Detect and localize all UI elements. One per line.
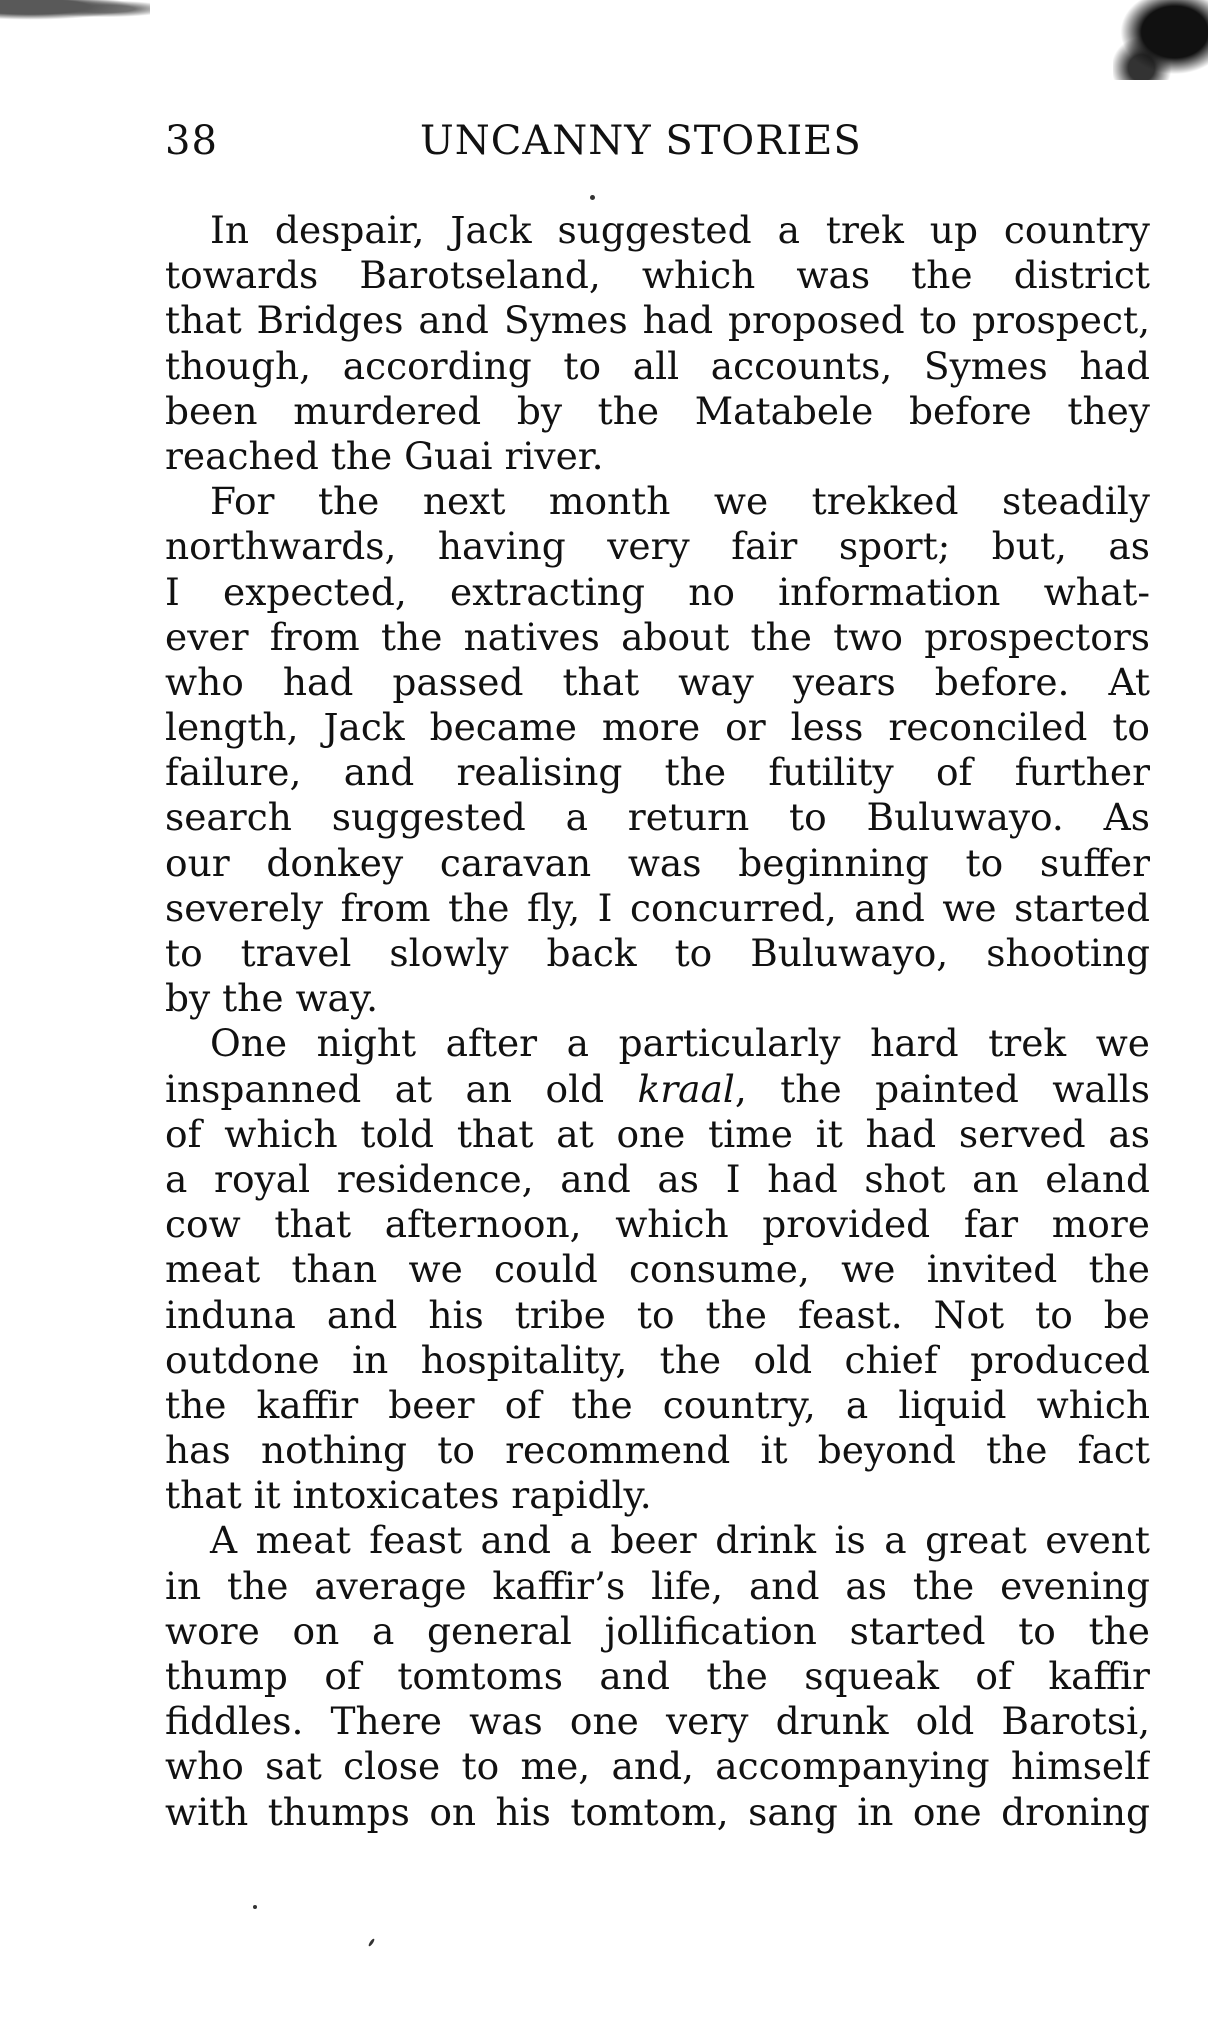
text-line: cow that afternoon, which provided far more [165, 1202, 1150, 1247]
text-line: inspanned at an old kraal, the painted walls [165, 1066, 1150, 1111]
text-line: failure, and realising the futility of further [165, 750, 1150, 795]
text-line: has nothing to recommend it beyond the fact [165, 1428, 1150, 1473]
text-line: in the average kaffir’s life, and as the evening [165, 1563, 1150, 1608]
text-line: severely from the fly, I concurred, and we started [165, 885, 1150, 930]
body-text [165, 208, 1150, 1835]
text-line: that Bridges and Symes had proposed to prospect, [165, 298, 1150, 343]
text-line: towards Barotseland, which was the district [165, 253, 1150, 298]
text-line: the kaffir beer of the country, a liquid which [165, 1382, 1150, 1427]
text-line: who had passed that way years before. At [165, 659, 1150, 704]
text-line: One night after a particularly hard trek we [210, 1021, 1150, 1066]
text-line: that it intoxicates rapidly. [165, 1473, 652, 1518]
text-line: outdone in hospitality, the old chief produced [165, 1337, 1150, 1382]
text-line: fiddles. There was one very drunk old Barotsi, [165, 1699, 1150, 1744]
text-line: A meat feast and a beer drink is a great event [210, 1518, 1150, 1563]
running-title: UNCANNY STORIES [420, 118, 862, 164]
text-line: a royal residence, and as I had shot an eland [165, 1156, 1150, 1201]
text-line: ever from the natives about the two prospectors [165, 614, 1150, 659]
text-line: of which told that at one time it had served as [165, 1111, 1150, 1156]
text-line: to travel slowly back to Buluwayo, shooting [165, 931, 1150, 975]
text-line: our donkey caravan was beginning to suffer [165, 840, 1150, 885]
text-line: meat than we could consume, we invited the [165, 1247, 1150, 1292]
scan-speck [590, 195, 595, 200]
scan-smudge-top-left [0, 0, 150, 22]
page-header [165, 118, 1150, 170]
page-number: 38 [165, 118, 218, 164]
text-line: who sat close to me, and, accompanying himself [165, 1744, 1150, 1789]
text-line: wore on a general jollification started to the [165, 1608, 1150, 1653]
text-line: length, Jack became more or less reconciled to [165, 705, 1150, 750]
text-line: with thumps on his tomtom, sang in one droning [165, 1789, 1150, 1834]
text-line: I expected, extracting no information what- [165, 569, 1150, 614]
text-line: thump of tomtoms and the squeak of kaffir [165, 1654, 1150, 1698]
scan-speck [368, 1938, 376, 1947]
text-line: search suggested a return to Buluwayo. As [165, 795, 1150, 840]
text-line: induna and his tribe to the feast. Not to be [165, 1292, 1150, 1337]
text-line: though, according to all accounts, Symes had [165, 343, 1150, 388]
scan-smudge-top-right [1113, 0, 1208, 80]
scan-speck [253, 1905, 257, 1909]
text-line: been murdered by the Matabele before they [165, 388, 1150, 433]
text-line: For the next month we trekked steadily [210, 479, 1150, 524]
text-line: by the way. [165, 976, 379, 1021]
text-line: In despair, Jack suggested a trek up country [210, 208, 1150, 252]
text-line: northwards, having very fair sport; but, as [165, 524, 1150, 569]
text-line: reached the Guai river. [165, 433, 604, 478]
